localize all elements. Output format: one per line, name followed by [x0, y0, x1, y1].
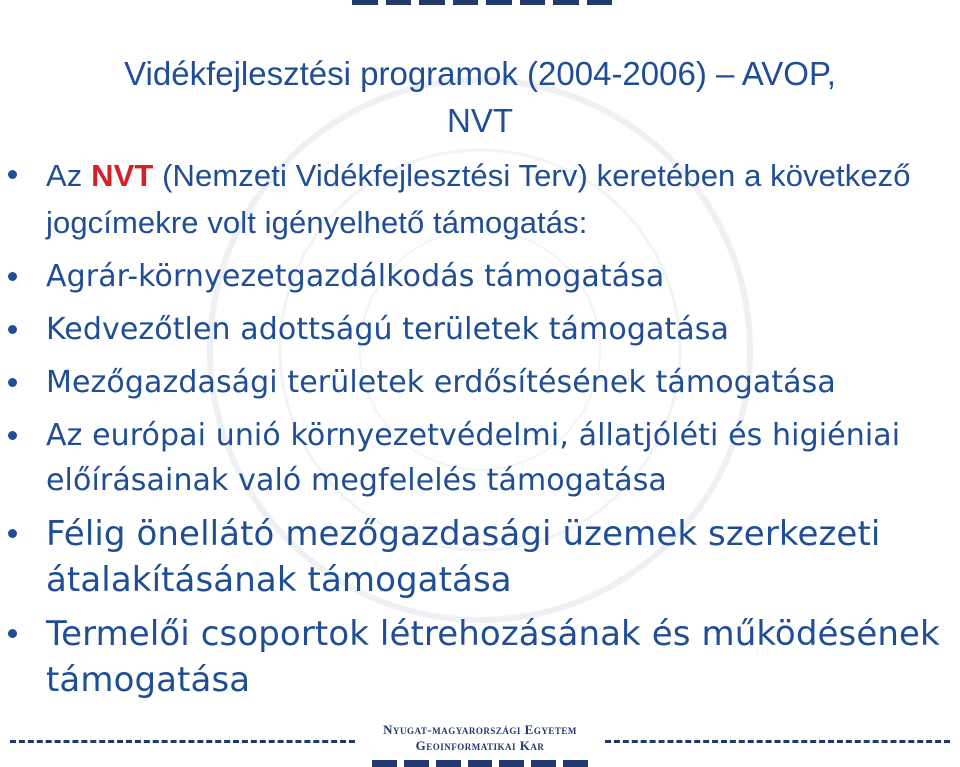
footer	[0, 720, 960, 767]
bullet-icon	[8, 170, 17, 179]
nvt-highlight: NVT	[91, 158, 154, 193]
bullet-icon	[8, 629, 17, 638]
footer-divider-right	[605, 740, 950, 743]
footer-divider-left	[10, 740, 355, 743]
footer-faculty-name: Geoinformatikai Kar	[415, 738, 545, 753]
footer-decorative-bars	[372, 760, 588, 767]
bullet-item-erdosites	[0, 360, 960, 405]
bullet-text: Az európai unió környezetvédelmi, állatjóléti és higiéniai előírásainak való megfelelés támogatása	[46, 418, 901, 498]
slide-title	[50, 50, 910, 144]
footer-university-name: Nyugat-magyarországi Egyetem	[383, 722, 577, 737]
bullet-item-nvt	[0, 152, 960, 246]
bullet-icon	[8, 378, 17, 387]
bullet-item-eu-eloirasok	[0, 413, 960, 503]
title-line-2: NVT	[447, 102, 513, 139]
bullet-text: Félig önellátó mezőgazdasági üzemek szerkezeti átalakításának támogatása	[46, 514, 881, 600]
bullet-icon	[8, 272, 17, 281]
footer-institution	[370, 722, 590, 754]
bullet-text: Agrár-környezetgazdálkodás támogatása	[46, 259, 665, 294]
bullet-item-agrar	[0, 254, 960, 299]
title-line-1: Vidékfejlesztési programok (2004-2006) – AVOP,	[124, 55, 836, 92]
bullet-icon	[8, 431, 17, 440]
bullet-text: Mezőgazdasági területek erdősítésének támogatása	[46, 365, 836, 400]
bullet-item-kedvezotlen	[0, 307, 960, 352]
bullet-item-termeloi-csoportok	[0, 611, 960, 703]
bullet-text-suffix: (Nemzeti Vidékfejlesztési Terv) keretében a következő jogcímekre volt igényelhető támogatás:	[46, 158, 911, 240]
bullet-list	[0, 152, 960, 711]
bullet-text-prefix: Az	[46, 158, 92, 193]
bullet-text: Termelői csoportok létrehozásának és működésének támogatása	[46, 614, 940, 700]
bullet-text: Kedvezőtlen adottságú területek támogatása	[46, 312, 730, 347]
bullet-item-felig-onellato	[0, 511, 960, 603]
bullet-icon	[8, 325, 17, 334]
top-decorative-bars	[352, 0, 612, 6]
bullet-icon	[8, 529, 17, 538]
